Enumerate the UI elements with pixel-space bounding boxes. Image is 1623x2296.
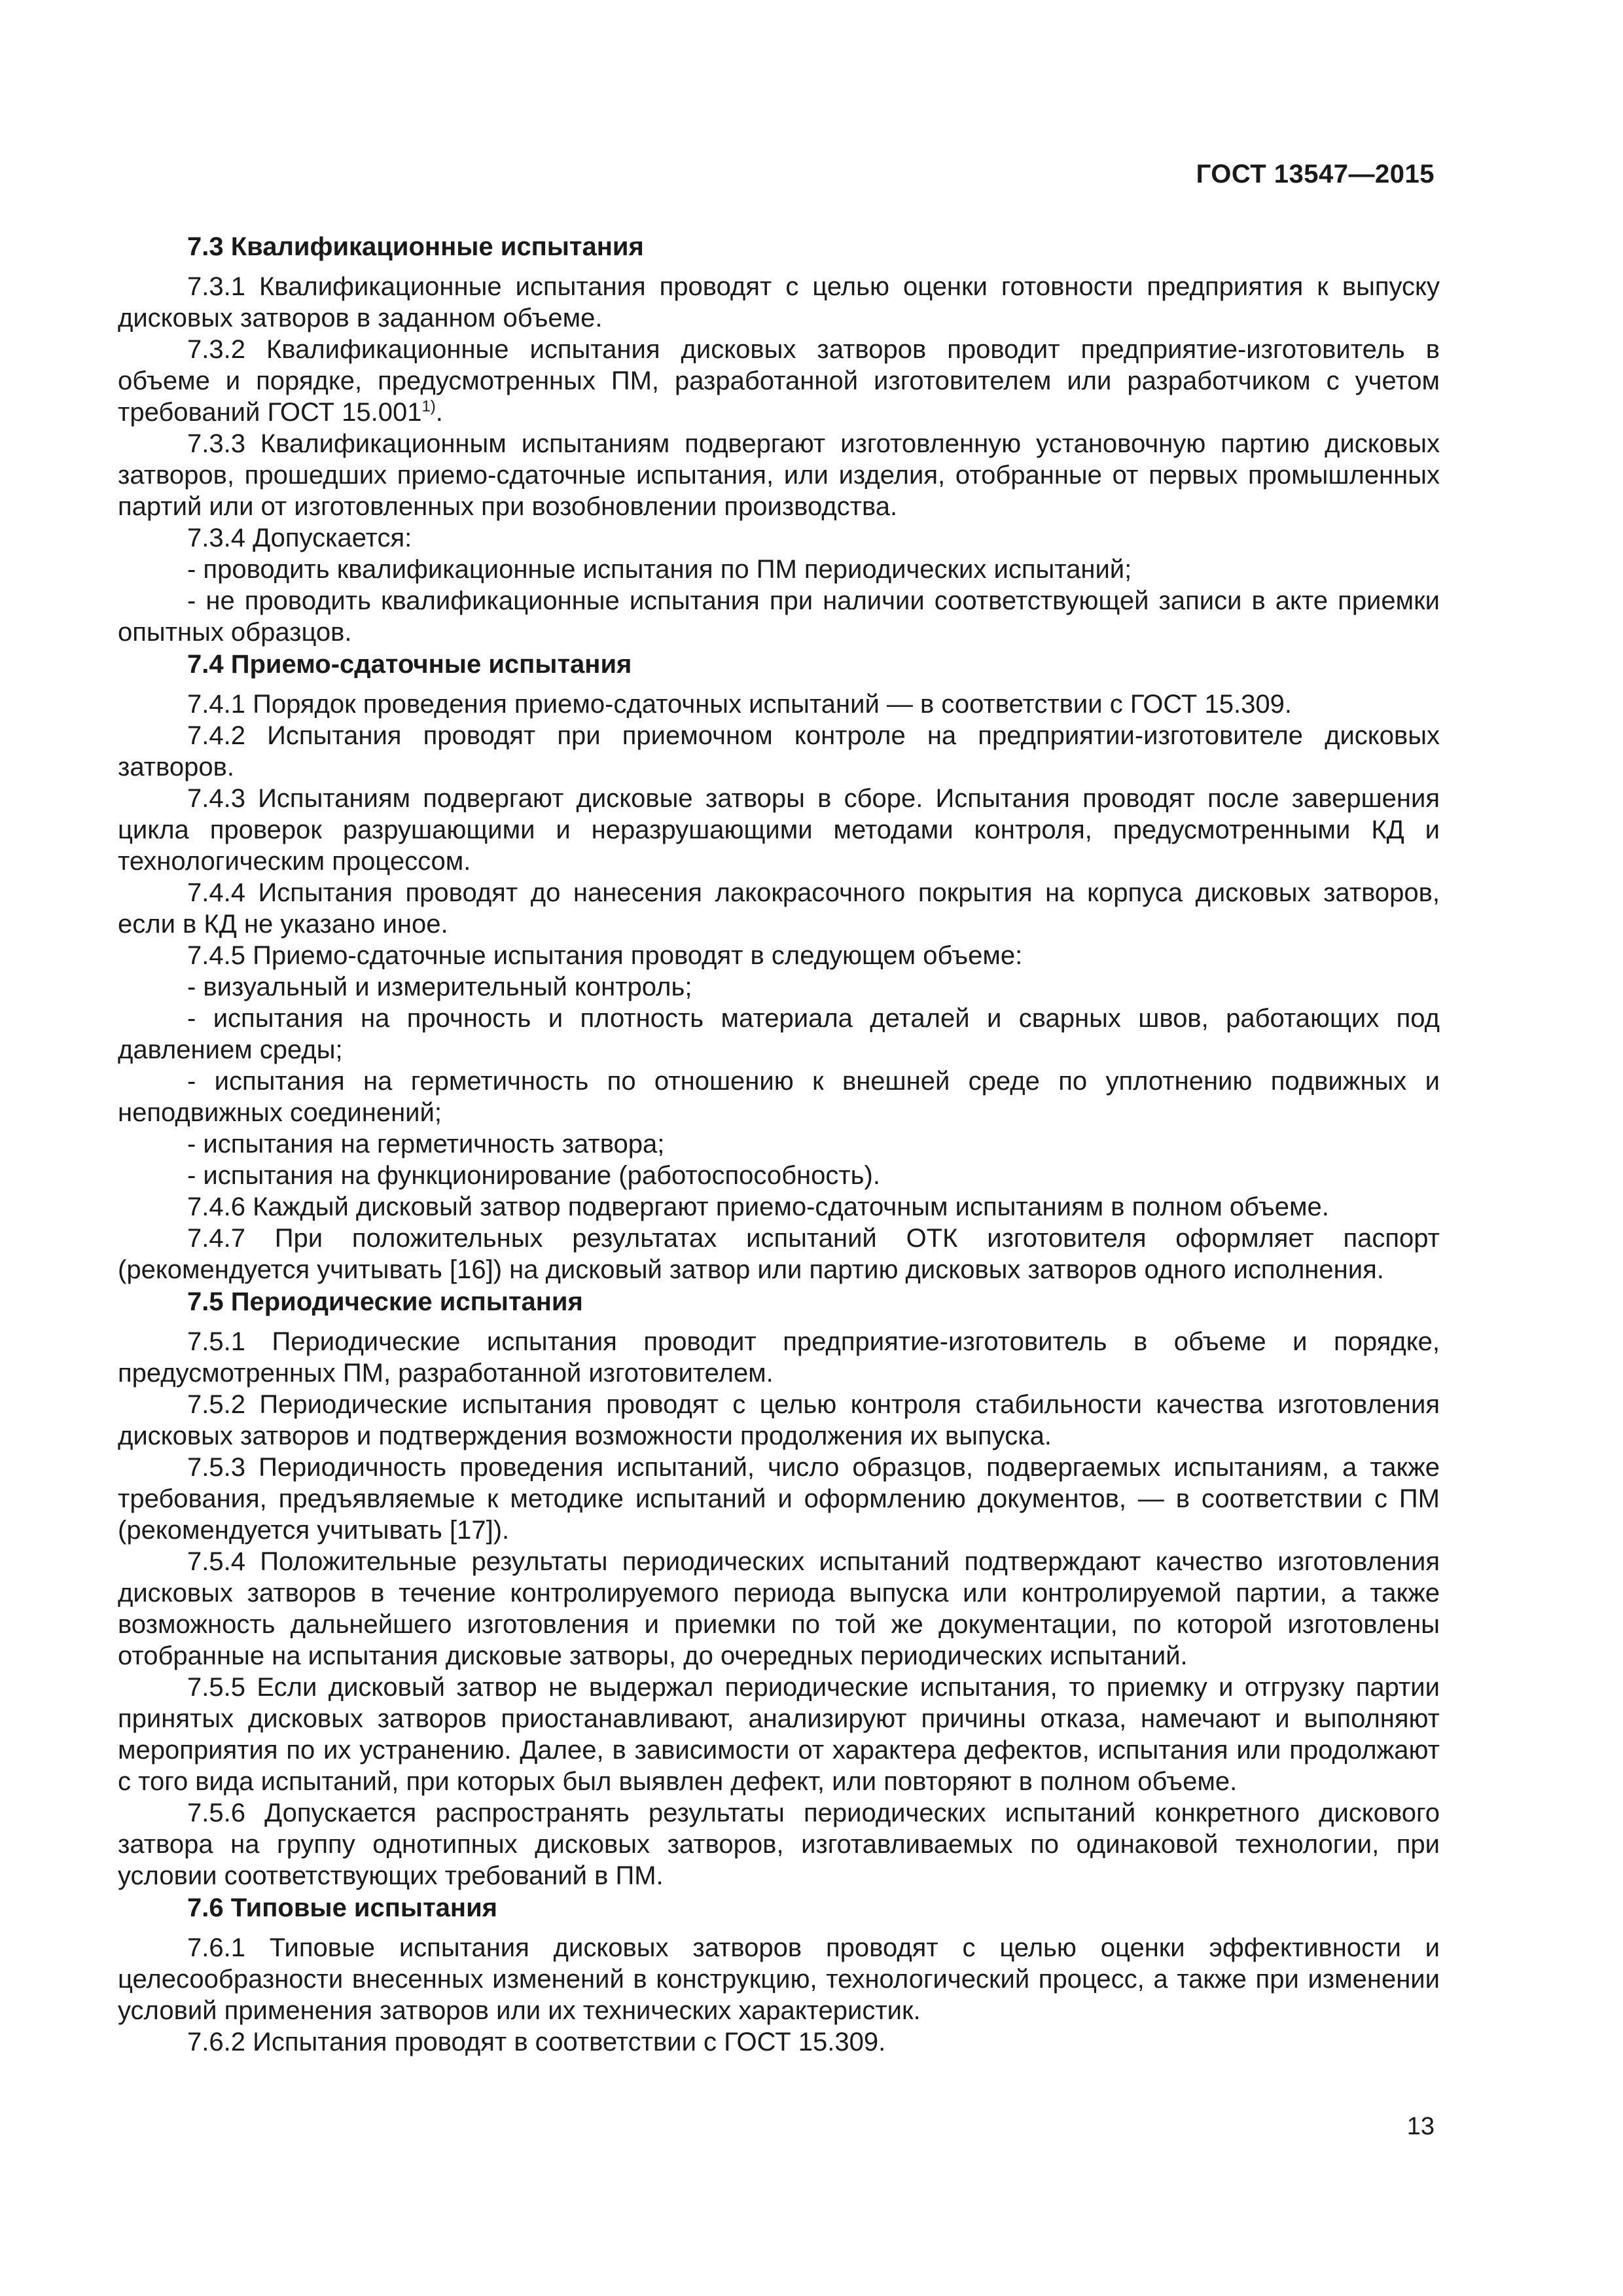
- paragraph: [118, 2026, 1440, 2058]
- paragraph: [118, 585, 1440, 648]
- paragraph-text: 7.4.2 Испытания проводят при приемочном контроле на предприятии-изготовителе дисковых затворов.: [118, 721, 1440, 781]
- document-code-header: ГОСТ 13547—2015: [1196, 160, 1435, 188]
- paragraph: [118, 940, 1440, 971]
- section-heading: [118, 1892, 1440, 1924]
- paragraph: [118, 1191, 1440, 1223]
- paragraph-text: 7.3.3 Квалификационным испытаниям подвергают изготовленную установочную партию дисковых затворов, прошедших приемо-сдаточные испытания, или изделия, отобранные от первых промышленных партий или от изготовленных при возобновлении производства.: [118, 429, 1440, 521]
- paragraph-text: 7.3.2 Квалификационные испытания дисковых затворов проводит предприятие-изготовитель в объеме и порядке, предусмотренных ПМ, разработанной изготовителем или разработчиком с учетом требований ГОСТ 15.001: [118, 335, 1440, 427]
- paragraph-text: 7.5.3 Периодичность проведения испытаний, число образцов, подвергаемых испытаниям, а также требования, предъявляемые к методике испытаний и оформлению документов, — в соответствии с ПМ (рекомендуется учитывать [17]).: [118, 1453, 1440, 1545]
- paragraph-text: 7.4.5 Приемо-сдаточные испытания проводят в следующем объеме:: [187, 941, 1023, 970]
- paragraph: [118, 522, 1440, 554]
- paragraph-text: - не проводить квалификационные испытания при наличии соответствующей записи в акте приемки опытных образцов.: [118, 586, 1440, 647]
- paragraph-text: - испытания на герметичность затвора;: [187, 1130, 665, 1158]
- paragraph-text: 7.3.1 Квалификационные испытания проводят с целью оценки готовности предприятия к выпуску дисковых затворов в заданном объеме.: [118, 272, 1440, 332]
- paragraph-text: 7.5.4 Положительные результаты периодических испытаний подтверждают качество изготовления дисковых затворов в течение контролируемого периода выпуска или контролируемой партии, а также возможность дальнейшего изготовления и приемки по той же документации, по которой изготовлены отобранные на испытания дисковые затворы, до очередных периодических испытаний.: [118, 1547, 1440, 1670]
- paragraph: [118, 428, 1440, 522]
- paragraph: [118, 1389, 1440, 1452]
- paragraph-text: 7.5 Периодические испытания: [187, 1287, 583, 1316]
- paragraph-text: 7.4.4 Испытания проводят до нанесения лакокрасочного покрытия на корпуса дисковых затворов, если в КД не указано иное.: [118, 878, 1440, 939]
- footnote-reference: 1): [421, 397, 436, 416]
- paragraph: [118, 783, 1440, 877]
- document-body: [118, 230, 1440, 2058]
- paragraph-text: 7.4.7 При положительных результатах испытаний ОТК изготовителя оформляет паспорт (рекомендуется учитывать [16]) на дисковый затвор или партию дисковых затворов одного исполнения.: [118, 1224, 1440, 1284]
- page-number: 13: [1406, 2113, 1435, 2140]
- paragraph: [118, 1546, 1440, 1672]
- section-heading: [118, 230, 1440, 263]
- paragraph: [118, 971, 1440, 1003]
- paragraph-text: 7.4 Приемо-сдаточные испытания: [187, 650, 632, 679]
- paragraph: [118, 1066, 1440, 1128]
- paragraph-text: 7.6.2 Испытания проводят в соответствии с ГОСТ 15.309.: [187, 2028, 886, 2056]
- paragraph-text: - проводить квалификационные испытания по ПМ периодических испытаний;: [187, 555, 1132, 584]
- paragraph-text: 7.6 Типовые испытания: [187, 1893, 498, 1922]
- paragraph: [118, 1797, 1440, 1892]
- paragraph: [118, 334, 1440, 428]
- paragraph: [118, 689, 1440, 720]
- paragraph-text: 7.5.5 Если дисковый затвор не выдержал периодические испытания, то приемку и отгрузку партии принятых дисковых затворов приостанавливают, анализируют причины отказа, намечают и выполняют мероприятия по их устранению. Далее, в зависимости от характера дефектов, испытания или продолжают с того вида испытаний, при которых был выявлен дефект, или повторяют в полном объеме.: [118, 1673, 1440, 1796]
- paragraph: [118, 554, 1440, 585]
- paragraph-text: 7.4.6 Каждый дисковый затвор подвергают приемо-сдаточным испытаниям в полном объеме.: [187, 1193, 1329, 1221]
- section-heading: [118, 648, 1440, 681]
- paragraph-text: 7.4.3 Испытаниям подвергают дисковые затворы в сборе. Испытания проводят после завершения цикла проверок разрушающими и неразрушающими методами контроля, предусмотренными КД и технологическим процессом.: [118, 784, 1440, 876]
- paragraph: [118, 1223, 1440, 1285]
- paragraph-text: - визуальный и измерительный контроль;: [187, 973, 692, 1001]
- paragraph: [118, 271, 1440, 334]
- section-heading: [118, 1285, 1440, 1318]
- paragraph: [118, 1128, 1440, 1160]
- paragraph-text: 7.5.1 Периодические испытания проводит предприятие-изготовитель в объеме и порядке, предусмотренных ПМ, разработанной изготовителем.: [118, 1327, 1440, 1388]
- paragraph: [118, 877, 1440, 940]
- paragraph: [118, 720, 1440, 783]
- paragraph: [118, 1672, 1440, 1797]
- paragraph: [118, 1932, 1440, 2026]
- paragraph-text: 7.4.1 Порядок проведения приемо-сдаточных испытаний — в соответствии с ГОСТ 15.309.: [187, 690, 1292, 719]
- paragraph-text: 7.5.2 Периодические испытания проводят с целью контроля стабильности качества изготовления дисковых затворов и подтверждения возможности продолжения их выпуска.: [118, 1390, 1440, 1450]
- paragraph: [118, 1326, 1440, 1389]
- paragraph: [118, 1003, 1440, 1066]
- paragraph-text: 7.5.6 Допускается распространять результаты периодических испытаний конкретного дискового затвора на группу однотипных дисковых затворов, изготавливаемых по одинаковой технологии, при условии соответствующих требований в ПМ.: [118, 1799, 1440, 1890]
- paragraph-tail: .: [435, 398, 443, 427]
- paragraph-text: 7.6.1 Типовые испытания дисковых затворов проводят с целью оценки эффективности и целесообразности внесенных изменений в конструкцию, технологический процесс, а также при изменении условий применения затворов или их технических характеристик.: [118, 1933, 1440, 2025]
- paragraph-text: - испытания на функционирование (работоспособность).: [187, 1161, 880, 1190]
- paragraph-text: 7.3.4 Допускается:: [187, 524, 412, 552]
- paragraph-text: 7.3 Квалификационные испытания: [187, 232, 644, 261]
- paragraph-text: - испытания на прочность и плотность материала деталей и сварных швов, работающих под давлением среды;: [118, 1004, 1440, 1064]
- paragraph: [118, 1160, 1440, 1191]
- paragraph-text: - испытания на герметичность по отношению к внешней среде по уплотнению подвижных и неподвижных соединений;: [118, 1067, 1440, 1127]
- paragraph: [118, 1452, 1440, 1546]
